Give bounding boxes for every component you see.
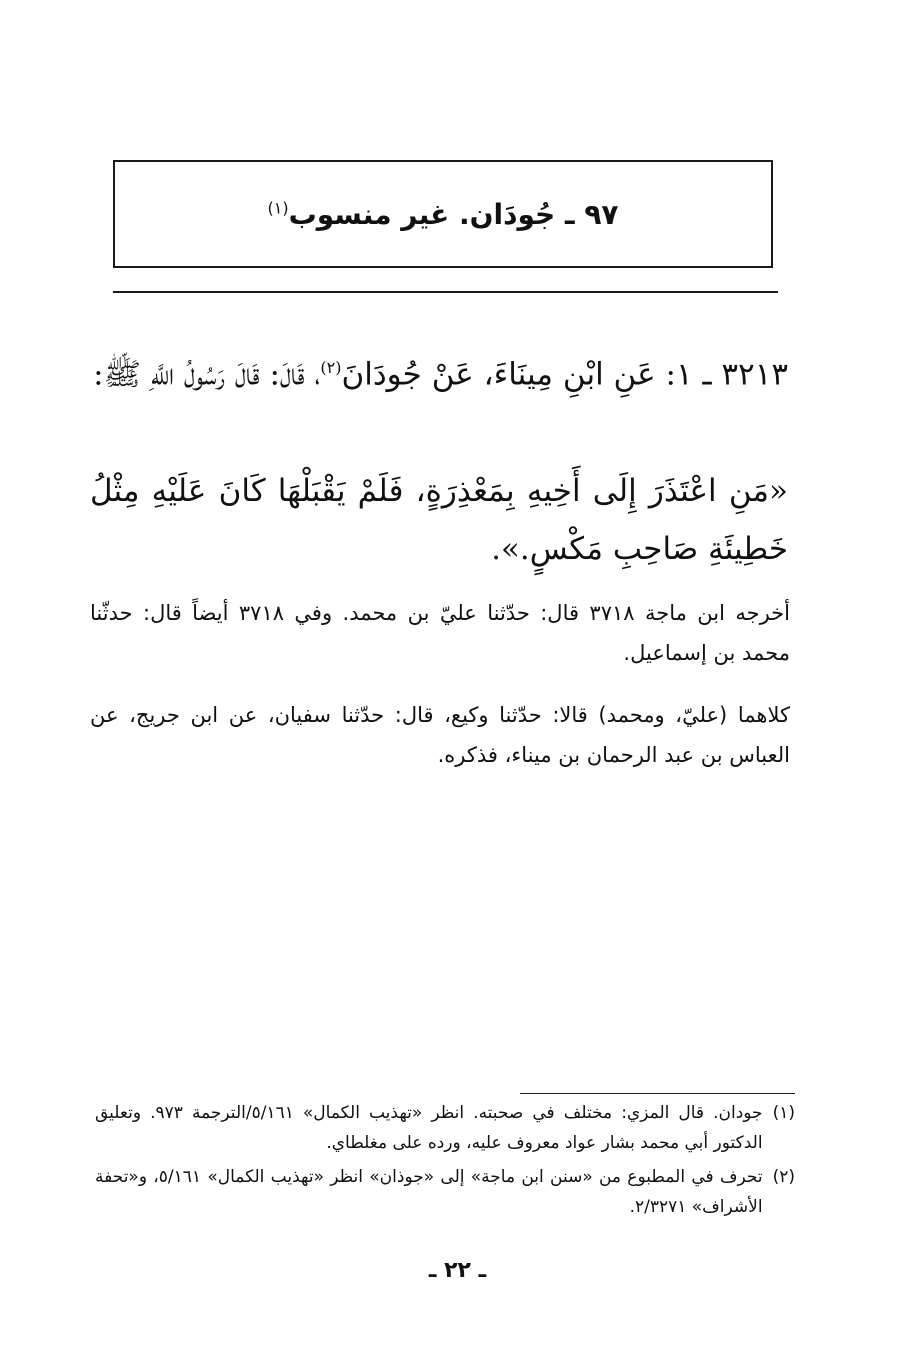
hadith-intro-rest: ، قَالَ: قَالَ رَسُولُ اللَّهِ ﷺ: <box>93 356 321 393</box>
hadith-matn: «مَنِ اعْتَذَرَ إِلَى أَخِيهِ بِمَعْذِرَةٍ، فَلَمْ يَقْبَلْهَا كَانَ عَلَيْهِ مِثْلُ خَطِيئَةِ صَاحِبِ مَكْسٍ.». <box>90 473 788 567</box>
footnote-number: (١) <box>772 1103 795 1123</box>
footnote-divider <box>520 1093 795 1094</box>
footnotes <box>95 1098 795 1226</box>
chapter-title-text: ٩٧ ـ جُودَان. غير منسوب <box>288 197 619 231</box>
hadith-intro-text: ٣٢١٣ ـ ١: عَنِ ابْنِ مِينَاءَ، عَنْ جُودَانَ <box>341 356 788 393</box>
chapter-heading-box <box>113 160 773 268</box>
hadith-footnote-ref: (٢) <box>320 358 342 377</box>
chapter-title <box>267 198 618 231</box>
footnote-2 <box>95 1162 795 1222</box>
page-number: ـ ٢٢ ـ <box>428 1258 487 1283</box>
takhrij-paragraph-2: كلاهما (عليّ، ومحمد) قالا: حدّثنا وكيع، قال: حدّثنا سفيان، عن ابن جريج، عن العباس بن عبد الرحمان بن ميناء، فذكره. <box>90 703 790 767</box>
chapter-footnote-ref: (١) <box>267 198 289 218</box>
footnote-number: (٢) <box>772 1167 795 1187</box>
footnote-text: جودان. قال المزي: مختلف في صحبته. انظر «تهذيب الكمال» ٥/١٦١/الترجمة ٩٧٣. وتعليق الدكتور أبي محمد بشار عواد معروف عليه، ورده على مغلطاي. <box>95 1103 763 1153</box>
takhrij-paragraph-1: أخرجه ابن ماجة ٣٧١٨ قال: حدّثنا عليّ بن محمد. وفي ٣٧١٨ أيضاً قال: حدثّنا محمد بن إسماعيل. <box>90 601 790 665</box>
hadith-isnad <box>90 340 788 402</box>
footnote-text: تحرف في المطبوع من «سنن ابن ماجة» إلى «جوذان» انظر «تهذيب الكمال» ٥/١٦١، و«تحفة الأشراف» ٢/٣٢٧١. <box>95 1167 763 1217</box>
heading-divider <box>113 291 778 293</box>
footnote-1 <box>95 1098 795 1158</box>
